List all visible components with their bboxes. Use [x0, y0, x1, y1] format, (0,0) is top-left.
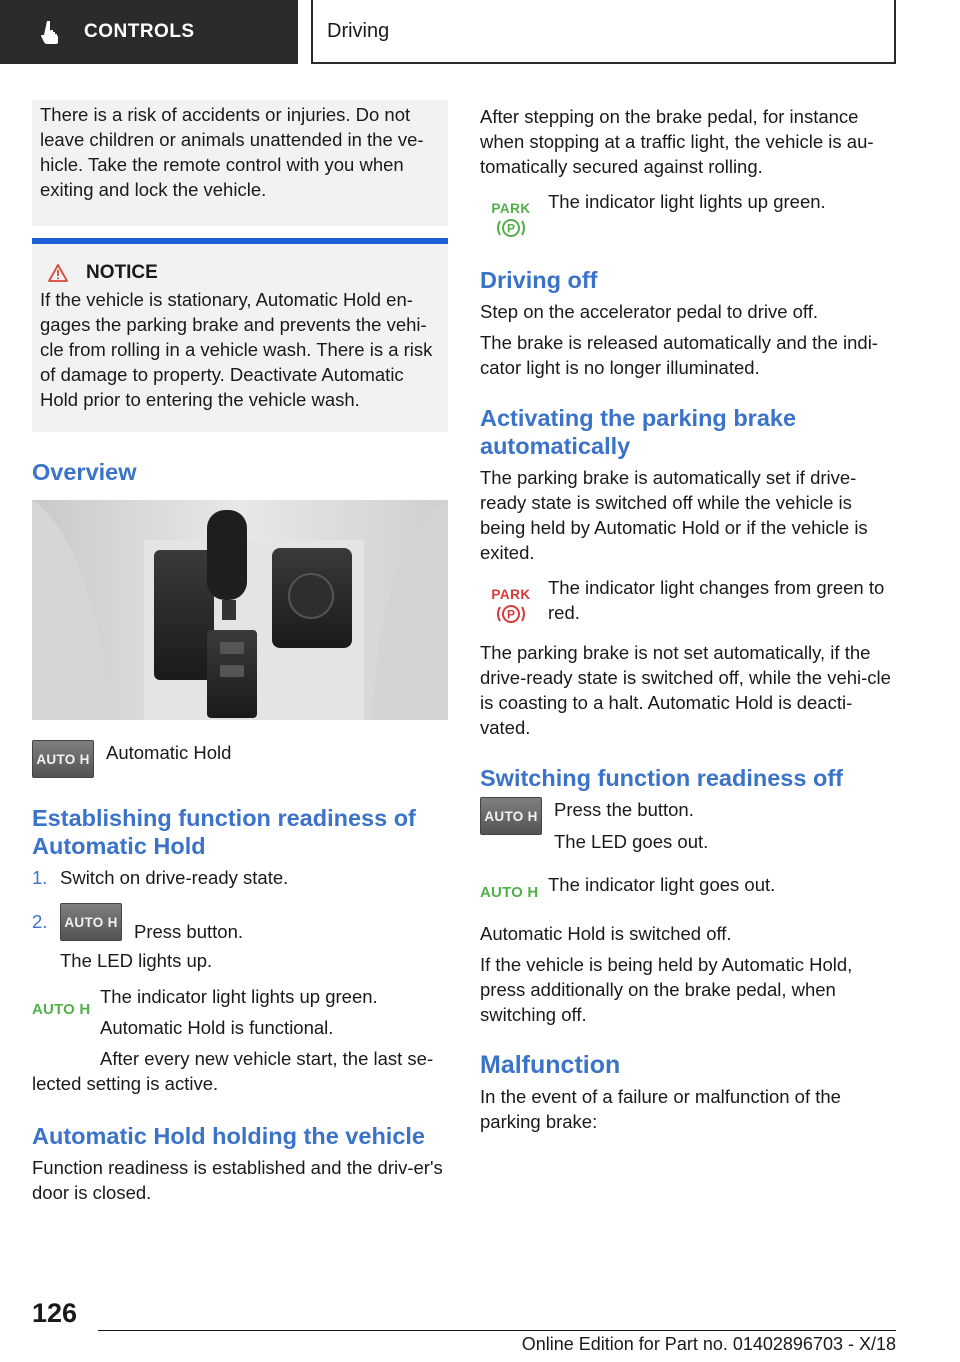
autoh-caption-row	[32, 740, 448, 778]
switch-off-heading: Switching function readiness off	[480, 765, 843, 791]
autoh-caption: Automatic Hold	[106, 742, 232, 763]
led-out-text: The LED goes out.	[554, 831, 709, 852]
step-2-number: 2.	[32, 911, 48, 932]
intro-text: After stepping on the brake pedal, for instance when stopping at a traffic light, the vehicle is au‐tomatically secured against rolling.	[480, 106, 874, 177]
step-2-sub: The LED lights up.	[60, 950, 213, 971]
park-red-text: The indicator light changes from green to red.	[548, 577, 885, 623]
chapter-title: Driving	[327, 19, 390, 42]
park-green-text: The indicator light lights up green.	[548, 191, 826, 212]
auto-hold-button-icon: AUTO H	[32, 740, 94, 778]
park-red-row	[480, 575, 896, 626]
svg-text:P: P	[506, 221, 516, 236]
warning-triangle-icon	[48, 264, 68, 282]
step-2-text: Press button.	[134, 921, 244, 942]
parking-brake-red-icon	[496, 602, 526, 626]
malfunction-text: In the event of a failure or malfunction of the parking brake:	[480, 1086, 841, 1132]
svg-text:P: P	[506, 607, 516, 622]
press-button-text-block	[554, 797, 708, 854]
holding-text: Function readiness is established and the driv‐er's door is closed.	[32, 1157, 443, 1203]
chapter-header	[311, 0, 896, 64]
warning-text: There is a risk of accidents or injuries. Do not leave children or animals unattended in the ve‐hicle. Take the remote control with you when exiting and lock the vehicle.	[40, 104, 424, 200]
warning-box	[32, 100, 448, 226]
driving-off-text-2: The brake is released automatically and the indi‐cator light is no longer illuminated.	[480, 332, 878, 378]
park-green-row	[480, 189, 896, 240]
section-title: CONTROLS	[84, 21, 195, 42]
auto-hold-button-icon: AUTO H	[480, 797, 542, 835]
park-green-indicator	[480, 201, 542, 240]
notice-box	[32, 238, 448, 432]
park-red-indicator	[480, 587, 542, 626]
establish-steps	[32, 865, 448, 973]
page-number: 126	[32, 1298, 78, 1328]
center-console-image	[32, 500, 448, 720]
press-button-row	[480, 797, 896, 854]
establish-heading: Establishing function readiness of Automatic Hold	[32, 805, 416, 859]
malfunction-heading: Malfunction	[480, 1051, 621, 1079]
press-button-text: Press the button.	[554, 799, 694, 820]
step-1-number: 1.	[32, 867, 48, 888]
park-label: PARK	[491, 587, 531, 602]
hand-pointer-icon	[40, 19, 66, 45]
held-text: If the vehicle is being held by Automatic Hold, press additionally on the brake pedal, when switching off.	[480, 954, 853, 1025]
activating-text: The parking brake is automatically set if drive-ready state is switched off while the vehicle is being held by Automatic Hold or if the vehicle is exited.	[480, 467, 868, 563]
footer-rule	[98, 1330, 896, 1331]
activating-heading: Activating the parking brake automatically	[480, 405, 797, 459]
notice-text: If the vehicle is stationary, Automatic Hold en‐gages the parking brake and prevents the vehi‐cle from rolling in a vehicle wash. There is a risk of damage to property. Deactivate Automatic Hold prior to entering the vehicle wash.	[40, 289, 433, 410]
lamp-line-1: The indicator light lights up green.	[100, 986, 378, 1007]
step-1	[32, 865, 448, 890]
center-console-photo	[32, 500, 448, 720]
indicator-out-text: The indicator light goes out.	[548, 874, 776, 895]
left-column	[32, 100, 448, 1205]
park-label: PARK	[491, 201, 531, 216]
driving-off-heading: Driving off	[480, 267, 598, 293]
lamp-text-block	[100, 984, 378, 1040]
notice-title-row	[40, 262, 440, 284]
notice-title: NOTICE	[86, 262, 158, 283]
not-set-text: The parking brake is not set automatically, if the drive-ready state is switched off, while the vehi‐cle is coasting to a halt. Automatic Hold is deacti‐vated.	[480, 642, 891, 738]
auto-hold-indicator-icon: AUTO H	[32, 1001, 91, 1018]
lamp-line-2: Automatic Hold is functional.	[100, 1017, 334, 1038]
step-1-text: Switch on drive-ready state.	[60, 867, 289, 888]
driving-off-text-1: Step on the accelerator pedal to drive off.	[480, 301, 819, 322]
auto-hold-button-icon: AUTO H	[60, 903, 122, 941]
section-tab	[0, 0, 298, 64]
overview-heading: Overview	[32, 459, 137, 485]
edition-text: Online Edition for Part no. 01402896703 - X/18	[521, 1334, 896, 1354]
switched-off-text: Automatic Hold is switched off.	[480, 923, 732, 944]
step-2	[32, 903, 448, 944]
parking-brake-green-icon	[496, 216, 526, 240]
lamp-line-3: After every new vehicle start, the last se‐lected setting is active.	[32, 1048, 434, 1094]
right-column	[480, 104, 896, 1134]
lamp-row	[32, 984, 448, 1040]
holding-heading: Automatic Hold holding the vehicle	[32, 1123, 425, 1149]
indicator-out-row	[480, 872, 896, 901]
auto-hold-indicator-icon: AUTO H	[480, 884, 539, 901]
